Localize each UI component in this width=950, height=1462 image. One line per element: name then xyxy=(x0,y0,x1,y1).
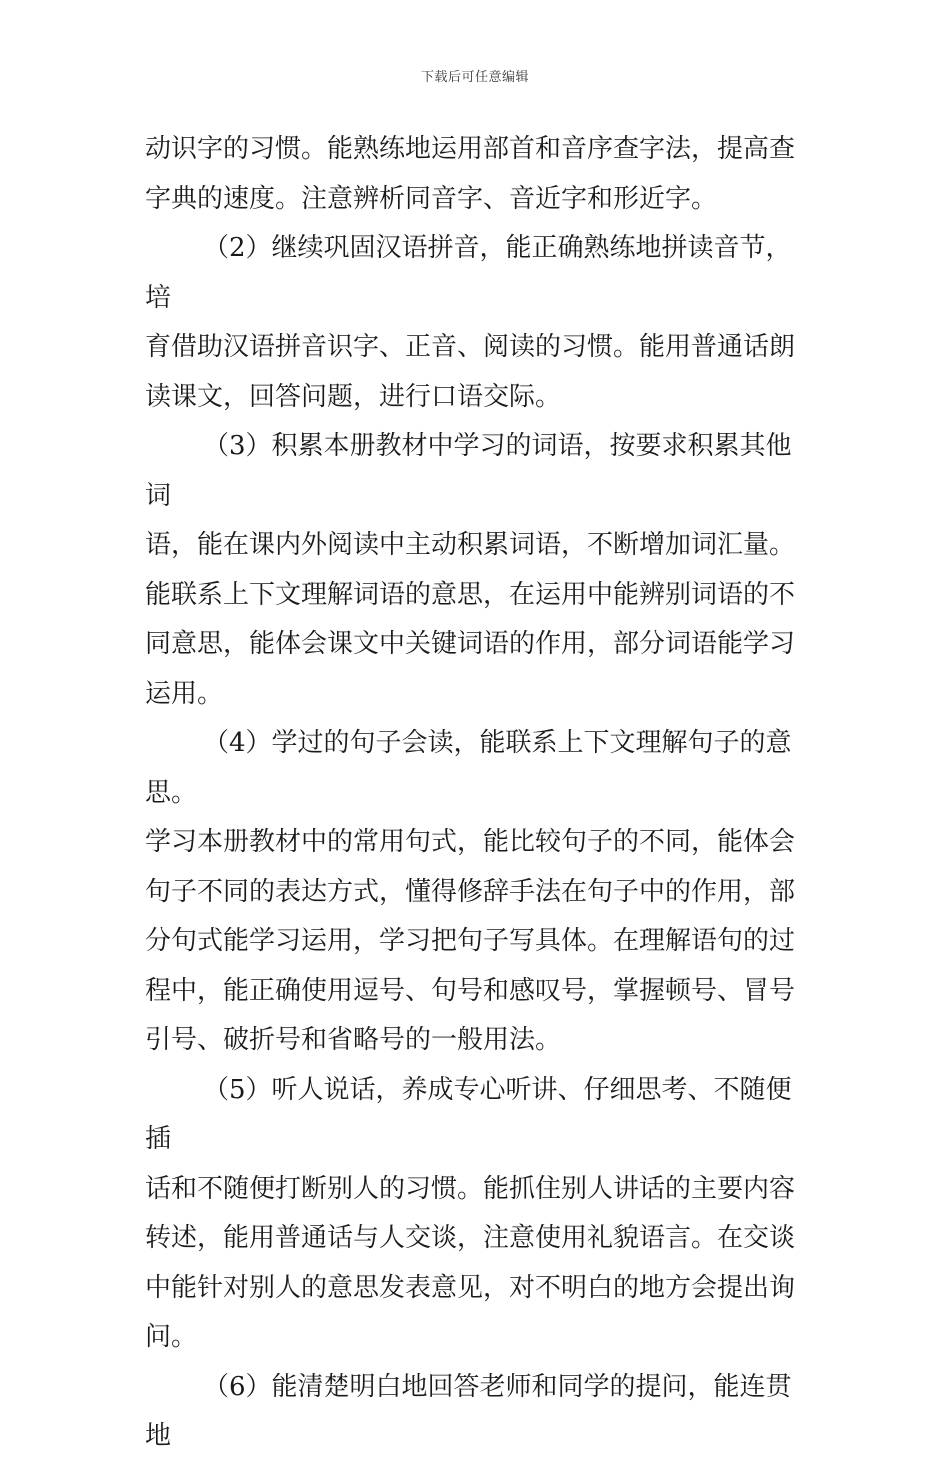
text-line: 中能针对别人的意思发表意见，对不明白的地方会提出询 xyxy=(145,1272,796,1303)
text-line: 能联系上下文理解词语的意思，在运用中能辨别词语的不 xyxy=(145,579,796,610)
text-line: 程中，能正确使用逗号、句号和感叹号，掌握顿号、冒号 xyxy=(145,975,796,1006)
text-line: 引号、破折号和省略号的一般用法。 xyxy=(145,1025,562,1055)
text-line: 动识字的习惯。能熟练地运用部首和音序查字法，提高查 xyxy=(145,134,796,164)
text-line: （2）继续巩固汉语拼音，能正确熟练地拼读音节，培 xyxy=(145,233,792,313)
text-line: 学习本册教材中的常用句式，能比较句子的不同，能体会 xyxy=(145,827,796,857)
paragraph-item-4 xyxy=(145,719,815,1066)
text-line: 分句式能学习运用，学习把句子写具体。在理解语句的过 xyxy=(145,926,796,956)
text-line: （5）听人说话，养成专心听讲、仔细思考、不随便插 xyxy=(145,1074,792,1154)
paragraph-item-3 xyxy=(145,422,815,719)
text-line: 运用。 xyxy=(145,678,224,709)
paragraph-item-5 xyxy=(145,1066,815,1363)
paragraph-item-6 xyxy=(145,1363,815,1462)
text-line: （3）积累本册教材中学习的词语，按要求积累其他词 xyxy=(145,431,792,511)
paragraph-continued xyxy=(145,125,815,224)
text-line: 语，能在课内外阅读中主动积累词语，不断增加词汇量。 xyxy=(145,530,796,560)
page-header: 下载后可任意编辑 xyxy=(420,70,529,85)
text-line: 字典的速度。注意辨析同音字、音近字和形近字。 xyxy=(145,183,718,214)
text-line: 问。 xyxy=(145,1322,198,1352)
text-line: 句子不同的表达方式，懂得修辞手法在句子中的作用，部 xyxy=(145,876,796,907)
text-line: 转述，能用普通话与人交谈，注意使用礼貌语言。在交谈 xyxy=(145,1223,796,1253)
text-line: （6）能清楚明白地回答老师和同学的提问，能连贯地 xyxy=(145,1371,792,1451)
text-line: 同意思，能体会课文中关键词语的作用，部分词语能学习 xyxy=(145,629,796,659)
text-line: 读课文，回答问题，进行口语交际。 xyxy=(145,381,562,412)
document-body xyxy=(145,125,815,1462)
text-line: 育借助汉语拼音识字、正音、阅读的习惯。能用普通话朗 xyxy=(145,332,796,362)
text-line: （4）学过的句子会读，能联系上下文理解句子的意思。 xyxy=(145,728,792,808)
text-line: 话和不随便打断别人的习惯。能抓住别人讲话的主要内容 xyxy=(145,1173,796,1204)
paragraph-item-2 xyxy=(145,224,815,422)
